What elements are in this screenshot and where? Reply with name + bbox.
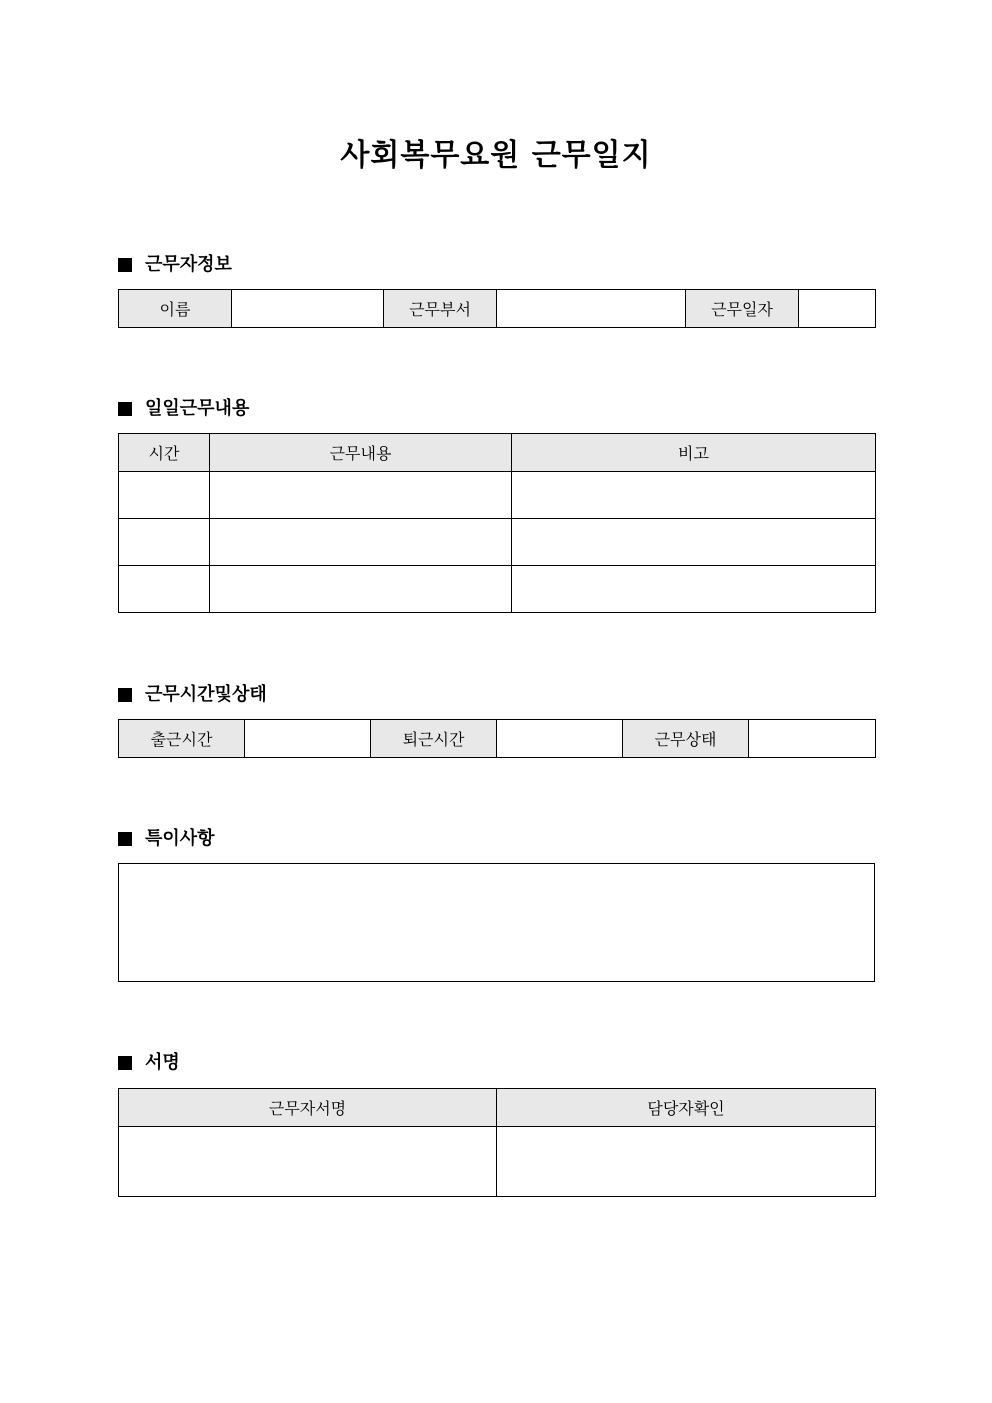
time-cell[interactable] — [119, 519, 210, 566]
note-cell[interactable] — [512, 472, 876, 519]
section-title: 근무자정보 — [145, 254, 232, 275]
department-field[interactable] — [497, 290, 686, 328]
black-square-icon — [118, 258, 132, 272]
table-row — [119, 519, 876, 566]
black-square-icon — [118, 402, 132, 416]
work-content-cell[interactable] — [210, 519, 512, 566]
remarks-field[interactable] — [118, 863, 875, 982]
black-square-icon — [118, 832, 132, 846]
section-heading-work-time — [118, 683, 267, 707]
end-time-field[interactable] — [497, 720, 623, 758]
section-title: 일일근무내용 — [145, 398, 250, 419]
column-header-time: 시간 — [119, 434, 210, 472]
time-cell[interactable] — [119, 472, 210, 519]
worker-info-table — [118, 289, 876, 328]
work-status-label: 근무상태 — [623, 720, 749, 758]
column-header-work-content: 근무내용 — [210, 434, 512, 472]
worker-signature-label: 근무자서명 — [119, 1089, 497, 1127]
section-heading-worker-info — [118, 253, 232, 277]
work-status-field[interactable] — [749, 720, 876, 758]
table-row — [119, 566, 876, 613]
end-time-label: 퇴근시간 — [371, 720, 497, 758]
section-heading-remarks — [118, 827, 215, 851]
table-row — [119, 472, 876, 519]
work-content-cell[interactable] — [210, 566, 512, 613]
name-label: 이름 — [119, 290, 232, 328]
note-cell[interactable] — [512, 519, 876, 566]
department-label: 근무부서 — [384, 290, 497, 328]
section-title: 특이사항 — [145, 828, 215, 849]
work-date-field[interactable] — [799, 290, 876, 328]
work-date-label: 근무일자 — [686, 290, 799, 328]
daily-work-table — [118, 433, 876, 613]
signature-table — [118, 1088, 876, 1197]
start-time-field[interactable] — [245, 720, 371, 758]
name-field[interactable] — [232, 290, 384, 328]
section-title: 근무시간및상태 — [145, 684, 267, 705]
section-heading-signature — [118, 1051, 180, 1075]
manager-confirm-label: 담당자확인 — [497, 1089, 876, 1127]
section-heading-daily-work — [118, 397, 249, 421]
section-title: 서명 — [145, 1052, 180, 1073]
black-square-icon — [118, 1056, 132, 1070]
document-title: 사회복무요원 근무일지 — [340, 138, 652, 173]
work-time-table — [118, 719, 876, 758]
work-content-cell[interactable] — [210, 472, 512, 519]
manager-confirm-field[interactable] — [497, 1127, 876, 1197]
worker-signature-field[interactable] — [119, 1127, 497, 1197]
time-cell[interactable] — [119, 566, 210, 613]
start-time-label: 출근시간 — [119, 720, 245, 758]
note-cell[interactable] — [512, 566, 876, 613]
column-header-note: 비고 — [512, 434, 876, 472]
black-square-icon — [118, 688, 132, 702]
